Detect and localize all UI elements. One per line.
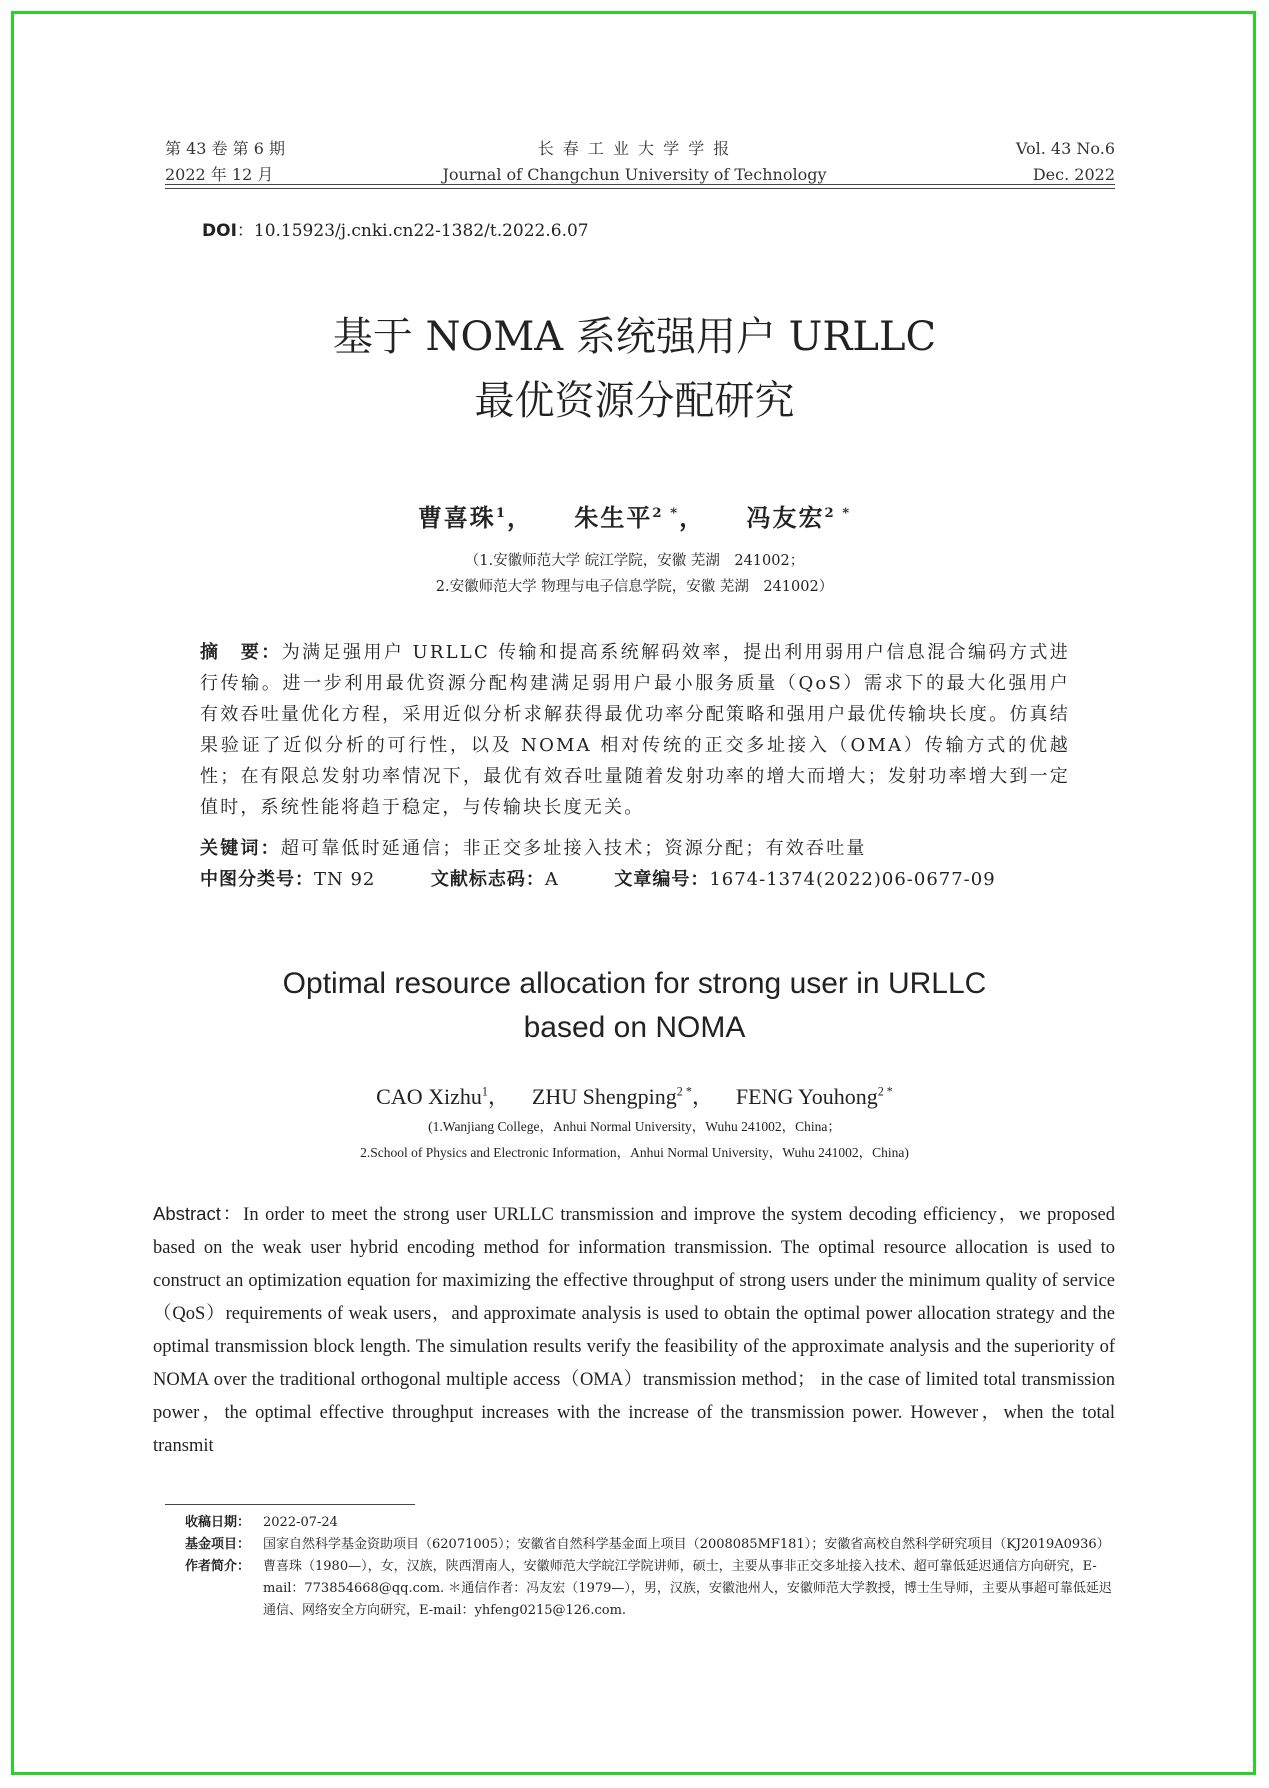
keywords-cn	[200, 833, 1070, 864]
affiliation-en-1: (1.Wanjiang College，Anhui Normal University，Wuhu 241002，China；	[428, 1119, 841, 1134]
article-number-label: 文章编号：	[614, 869, 710, 890]
author-en: CAO Xizhu$^1$，	[376, 1084, 510, 1109]
abstract-en-label: Abstract：	[153, 1203, 244, 1224]
received-value: 2022-07-24	[263, 1515, 338, 1530]
affiliations-cn	[0, 548, 1269, 600]
doc-code-label: 文献标志码：	[430, 869, 545, 890]
author-cn: 冯友宏$^{2 *}$	[746, 503, 852, 532]
author-cn: 朱生平$^{2 *}$，	[574, 503, 706, 532]
vol-date: Dec. 2022	[1032, 165, 1115, 184]
keywords-text: 超可靠低时延通信；非正交多址接入技术；资源分配；有效吞吐量	[280, 838, 867, 859]
doc-code-value: A	[544, 869, 559, 890]
clc-value: TN 92	[314, 869, 376, 890]
doi-value: ：10.15923/j.cnki.cn22-1382/t.2022.6.07	[236, 221, 589, 241]
vol-number: Vol. 43 No.6	[1015, 139, 1115, 158]
keywords-label: 关键词：	[200, 838, 281, 859]
journal-vol	[1016, 136, 1115, 188]
footnote-author	[185, 1556, 1115, 1622]
title-cn-line2: 最优资源分配研究	[474, 378, 795, 424]
received-label: 收稿日期：	[185, 1515, 251, 1530]
title-cn-line1: 基于 NOMA 系统强用户 URLLC	[332, 314, 937, 360]
title-en-line2: based on NOMA	[523, 1011, 746, 1044]
title-cn	[0, 305, 1269, 433]
doi-label: DOI	[202, 221, 237, 241]
author-bio-label: 作者简介：	[185, 1559, 251, 1574]
author-bio-value: 曹喜珠（1980—），女，汉族，陕西渭南人，安徽师范大学皖江学院讲师，硕士，主要从事非正交多址接入技术、超可靠低延迟通信方向研究，E-mail：773854668@qq.com. ＊通信作者：冯友宏（1979—），男，汉族，安徽池州人，安徽师范大学教授，博士生导师，主要从事超可靠低延迟通信、网络安全方向研究，E-mail：yhfeng0215@126.com.	[263, 1559, 1112, 1618]
issue-date: 2022 年 12 月	[165, 165, 274, 184]
affiliations-en	[0, 1114, 1269, 1166]
affiliation-cn-1: （1.安徽师范大学 皖江学院，安徽 芜湖 241002；	[464, 553, 805, 569]
author-cn: 曹喜珠$^1$，	[417, 503, 533, 532]
footnote-fund	[185, 1534, 1115, 1556]
title-en	[0, 962, 1269, 1050]
header-rule-bottom	[165, 188, 1115, 189]
title-en-line1: Optimal resource allocation for strong user in URLLC	[282, 967, 987, 1000]
author-en: FENG Youhong$^{2 *}$	[735, 1084, 893, 1109]
footnote-received	[185, 1512, 1115, 1534]
affiliation-cn-2: 2.安徽师范大学 物理与电子信息学院，安徽 芜湖 241002）	[435, 579, 834, 595]
abstract-en	[153, 1197, 1115, 1463]
fund-label: 基金项目：	[185, 1537, 251, 1552]
doi	[202, 216, 589, 241]
journal-name-cn: 长 春 工 业 大 学 学 报	[537, 139, 732, 158]
affiliation-en-2: 2.School of Physics and Electronic Information，Anhui Normal University，Wuhu 241002，China)	[360, 1145, 909, 1160]
abstract-en-text: In order to meet the strong user URLLC transmission and improve the system decoding efficiency，we proposed based on the weak user hybrid encoding method for information transmission. The optimal resource allocation is used to construct an optimization equation for maximizing the effective throughput of strong users under the minimum quality of service（QoS）requirements of weak users，and approximate analysis is used to obtain the optimal power allocation strategy and the optimal transmission block length. The simulation results verify the feasibility of the approximate analysis and the superiority of NOMA over the traditional orthogonal multiple access（OMA）transmission method； in the case of limited total transmission power，the optimal effective throughput increases with the increase of the transmission power. However，when the total transmit	[153, 1205, 1115, 1456]
journal-name-en: Journal of Changchun University of Technology	[442, 165, 827, 184]
issue-volume: 第 43 卷 第 6 期	[165, 139, 285, 158]
header-rule-top	[165, 184, 1115, 185]
abstract-cn	[200, 637, 1070, 823]
authors-en	[0, 1080, 1269, 1111]
abstract-cn-label: 摘 要：	[200, 642, 282, 663]
fund-value: 国家自然科学基金资助项目（62071005）；安徽省自然科学基金面上项目（2008085MF181）；安徽省高校自然科学研究项目（KJ2019A0936）	[263, 1537, 1110, 1552]
clc-label: 中图分类号：	[200, 869, 314, 890]
author-en: ZHU Shengping$^{2 *}$，	[531, 1084, 714, 1109]
footnotes	[185, 1512, 1115, 1622]
authors-cn	[0, 498, 1269, 533]
footnote-rule	[165, 1504, 415, 1505]
classification-line	[200, 864, 1070, 895]
abstract-cn-text: 为满足强用户 URLLC 传输和提高系统解码效率，提出利用弱用户信息混合编码方式进行传输。进一步利用最优资源分配构建满足弱用户最小服务质量（QoS）需求下的最大化强用户有效吞吐量优化方程，采用近似分析求解获得最优功率分配策略和强用户最优传输块长度。仿真结果验证了近似分析的可行性，以及 NOMA 相对传统的正交多址接入（OMA）传输方式的优越性；在有限总发射功率情况下，最优有效吞吐量随着发射功率的增大而增大；发射功率增大到一定值时，系统性能将趋于稳定，与传输块长度无关。	[200, 642, 1070, 818]
article-number-value: 1674-1374(2022)06-0677-09	[709, 869, 996, 890]
